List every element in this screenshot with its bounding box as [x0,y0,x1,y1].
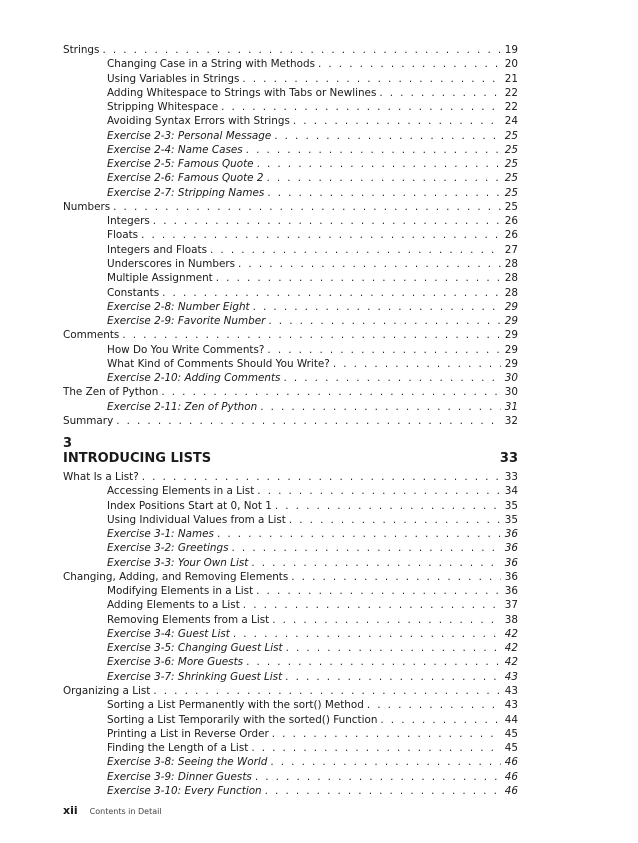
toc-section-entry[interactable] [63,470,518,484]
toc-entry-title: How Do You Write Comments? [107,343,265,356]
toc-subsection-entry[interactable] [63,698,518,712]
toc-exercise-entry[interactable] [63,541,518,555]
toc-leader-dots [162,286,501,300]
toc-subsection-entry[interactable] [63,72,518,86]
toc-entry-page: 42 [504,656,518,669]
toc-entry-page: 28 [504,257,518,270]
toc-subsection-entry[interactable] [63,271,518,285]
toc-subsection-entry[interactable] [63,343,518,357]
toc-entry-title: Finding the Length of a List [107,742,249,755]
toc-entry-page: 38 [504,613,518,626]
toc-leader-dots [270,755,501,769]
toc-entry-page: 33 [504,471,518,483]
toc-entry-page: 25 [504,158,518,171]
toc-subsection-entry[interactable] [63,228,518,242]
toc-entry-page: 36 [504,542,518,555]
toc-entry-page: 30 [504,386,518,399]
toc-entry-title: Index Positions Start at 0, Not 1 [107,499,272,512]
toc-entry-title: Exercise 3-8: Seeing the World [107,756,268,769]
toc-leader-dots [267,343,501,357]
toc-leader-dots [283,371,501,385]
toc-leader-dots [122,328,501,342]
page-footer [63,805,162,818]
toc-exercise-entry[interactable] [63,755,518,769]
toc-leader-dots [116,414,501,428]
toc-entry-title: Exercise 3-3: Your Own List [107,556,249,569]
toc-entry-page: 22 [504,86,518,99]
toc-entry-page: 36 [504,556,518,569]
toc-entry-page: 22 [504,101,518,114]
toc-subsection-entry[interactable] [63,100,518,114]
toc-entry-page: 25 [504,186,518,199]
toc-entry-page: 46 [504,770,518,783]
toc-leader-dots [238,257,501,271]
toc-exercise-entry[interactable] [63,527,518,541]
toc-entry-title: Strings [63,44,100,56]
toc-entry-page: 29 [504,329,518,342]
toc-leader-dots [333,357,501,371]
footer-running-title: Contents in Detail [89,807,162,816]
toc-entry-page: 43 [504,699,518,712]
toc-leader-dots [285,670,501,684]
toc-entry-title: Changing, Adding, and Removing Elements [63,570,289,583]
toc-exercise-entry[interactable] [63,143,518,157]
toc-entry-title: Organizing a List [63,684,151,697]
toc-entry-page: 37 [504,599,518,612]
toc-exercise-entry[interactable] [63,300,518,314]
toc-entry-title: Printing a List in Reverse Order [107,727,269,740]
toc-entry-title: Sorting a List Permanently with the sort() Method [107,699,364,712]
toc-entry-title: Stripping Whitespace [107,101,219,114]
toc-leader-dots [253,300,501,314]
toc-entry-title: Using Individual Values from a List [107,513,286,526]
toc-exercise-entry[interactable] [63,641,518,655]
toc-leader-dots [102,43,501,57]
chapter-number: 3 [63,436,73,451]
toc-entry-page: 46 [504,756,518,769]
toc-leader-dots [289,513,501,527]
toc-leader-dots [274,129,501,143]
toc-exercise-entry[interactable] [63,784,518,798]
toc-entry-page: 20 [504,58,518,71]
toc-leader-dots [291,570,501,584]
toc-subsection-entry[interactable] [63,57,518,71]
toc-section-entry[interactable] [63,385,518,399]
toc-leader-dots [286,641,501,655]
toc-leader-dots [210,243,501,257]
toc-leader-dots [293,114,501,128]
toc-leader-dots [367,698,501,712]
toc-subsection-entry[interactable] [63,214,518,228]
toc-subsection-entry[interactable] [63,114,518,128]
toc-entry-page: 44 [504,713,518,726]
toc-entry-page: 29 [504,357,518,370]
toc-section-entry[interactable] [63,43,518,57]
toc-entry-title: Integers [107,215,150,228]
toc-entry-page: 28 [504,272,518,285]
toc-subsection-entry[interactable] [63,243,518,257]
toc-entry-title: Removing Elements from a List [107,613,270,626]
toc-leader-dots [142,470,501,484]
toc-section-top [63,43,518,428]
toc-leader-dots [275,499,501,513]
toc-entry-title: Exercise 3-9: Dinner Guests [107,770,252,783]
toc-leader-dots [161,385,501,399]
toc-entry-title: Exercise 2-11: Zen of Python [107,400,258,413]
toc-entry-title: Exercise 2-9: Favorite Number [107,315,266,328]
toc-entry-title: Exercise 2-4: Name Cases [107,143,243,156]
toc-entry-page: 30 [504,372,518,385]
toc-entry-page: 43 [504,684,518,697]
toc-entry-page: 25 [504,172,518,185]
toc-leader-dots [251,741,501,755]
toc-leader-dots [256,584,501,598]
toc-entry-title: Exercise 2-6: Famous Quote 2 [107,172,264,185]
toc-subsection-entry[interactable] [63,357,518,371]
toc-leader-dots [257,157,501,171]
toc-entry-page: 19 [504,44,518,56]
toc-subsection-entry[interactable] [63,484,518,498]
toc-entry-page: 45 [504,742,518,755]
toc-entry-title: Exercise 2-3: Personal Message [107,129,272,142]
toc-entry-title: Underscores in Numbers [107,257,236,270]
toc-exercise-entry[interactable] [63,400,518,414]
toc-leader-dots [246,143,501,157]
toc-exercise-entry[interactable] [63,770,518,784]
toc-leader-dots [260,400,501,414]
toc-leader-dots [221,100,501,114]
toc-entry-title: Accessing Elements in a List [107,485,255,498]
toc-subsection-entry[interactable] [63,286,518,300]
toc-entry-page: 25 [504,143,518,156]
toc-entry-page: 29 [504,300,518,313]
toc-entry-page: 45 [504,727,518,740]
toc-leader-dots [251,556,501,570]
toc-entry-title: What Is a List? [63,471,139,483]
toc-entry-title: The Zen of Python [63,386,159,399]
toc-leader-dots [216,271,501,285]
toc-entry-page: 25 [504,129,518,142]
toc-entry-title: Adding Whitespace to Strings with Tabs or Newlines [107,86,377,99]
toc-entry-title: Exercise 3-2: Greetings [107,542,229,555]
toc-entry-title: Exercise 3-5: Changing Guest List [107,642,283,655]
toc-section-entry[interactable] [63,414,518,428]
toc-entry-page: 31 [504,400,518,413]
toc-leader-dots [267,171,502,185]
toc-subsection-entry[interactable] [63,727,518,741]
toc-leader-dots [141,228,501,242]
toc-entry-page: 34 [504,485,518,498]
footer-page-number: xii [63,804,78,817]
toc-leader-dots [242,72,501,86]
toc-subsection-entry[interactable] [63,584,518,598]
toc-leader-dots [257,484,501,498]
toc-entry-title: Integers and Floats [107,243,208,256]
toc-section-entry[interactable] [63,684,518,698]
toc-entry-title: Changing Case in a String with Methods [107,58,315,71]
toc-subsection-entry[interactable] [63,513,518,527]
toc-entry-page: 43 [504,670,518,683]
toc-subsection-entry[interactable] [63,598,518,612]
toc-leader-dots [272,727,501,741]
toc-leader-dots [246,655,501,669]
toc-exercise-entry[interactable] [63,655,518,669]
toc-entry-title: Constants [107,286,160,299]
toc-exercise-entry[interactable] [63,627,518,641]
toc-entry-page: 35 [504,513,518,526]
toc-entry-page: 36 [504,570,518,583]
toc-section-bottom [63,470,518,798]
toc-leader-dots [113,200,501,214]
toc-entry-page: 32 [504,414,518,427]
chapter-title: INTRODUCING LISTS [63,451,212,466]
toc-entry-title: Exercise 2-5: Famous Quote [107,158,254,171]
toc-exercise-entry[interactable] [63,556,518,570]
toc-entry-page: 27 [504,243,518,256]
toc-leader-dots [255,770,501,784]
toc-subsection-entry[interactable] [63,713,518,727]
toc-exercise-entry[interactable] [63,129,518,143]
toc-entry-title: Adding Elements to a List [107,599,240,612]
toc-entry-page: 35 [504,499,518,512]
toc-leader-dots [272,613,501,627]
toc-entry-title: Exercise 2-8: Number Eight [107,300,250,313]
toc-leader-dots [318,57,501,71]
toc-entry-title: Exercise 3-6: More Guests [107,656,244,669]
toc-entry-title: What Kind of Comments Should You Write? [107,357,330,370]
toc-entry-title: Exercise 3-4: Guest List [107,627,230,640]
toc-entry-title: Using Variables in Strings [107,72,240,85]
toc-entry-page: 29 [504,315,518,328]
toc-exercise-entry[interactable] [63,171,518,185]
toc-leader-dots [153,214,501,228]
chapter-page: 33 [499,451,518,466]
toc-entry-page: 46 [504,784,518,797]
toc-exercise-entry[interactable] [63,670,518,684]
toc-entry-page: 26 [504,229,518,242]
toc-leader-dots [380,713,501,727]
toc-entry-title: Summary [63,414,114,427]
toc-entry-title: Exercise 2-10: Adding Comments [107,372,281,385]
toc-leader-dots [267,186,501,200]
toc-entry-title: Numbers [63,200,111,213]
toc-entry-title: Floats [107,229,139,242]
toc-leader-dots [379,86,501,100]
toc-entry-title: Comments [63,329,120,342]
toc-entry-page: 42 [504,627,518,640]
toc-section-entry[interactable] [63,328,518,342]
toc-exercise-entry[interactable] [63,371,518,385]
toc-subsection-entry[interactable] [63,257,518,271]
toc-entry-title: Exercise 2-7: Stripping Names [107,186,265,199]
toc-section-entry[interactable] [63,570,518,584]
toc-exercise-entry[interactable] [63,157,518,171]
toc-leader-dots [233,627,501,641]
toc-entry-title: Modifying Elements in a List [107,585,254,598]
toc-subsection-entry[interactable] [63,613,518,627]
toc-leader-dots [268,314,501,328]
toc-subsection-entry[interactable] [63,86,518,100]
toc-entry-page: 26 [504,215,518,228]
toc-entry-title: Exercise 3-10: Every Function [107,784,262,797]
toc-leader-dots [217,527,501,541]
toc-entry-page: 29 [504,343,518,356]
toc-subsection-entry[interactable] [63,741,518,755]
toc-leader-dots [243,598,501,612]
toc-entry-title: Exercise 3-7: Shrinking Guest List [107,670,283,683]
toc-entry-title: Sorting a List Temporarily with the sorted() Function [107,713,378,726]
toc-section-entry[interactable] [63,200,518,214]
toc-entry-title: Avoiding Syntax Errors with Strings [107,115,290,128]
toc-entry-title: Exercise 3-1: Names [107,528,214,541]
toc-leader-dots [232,541,501,555]
toc-entry-page: 25 [504,200,518,213]
toc-entry-page: 42 [504,642,518,655]
toc-entry-page: 36 [504,585,518,598]
toc-leader-dots [265,784,501,798]
toc-entry-page: 24 [504,115,518,128]
chapter-heading [63,451,518,466]
toc-entry-page: 28 [504,286,518,299]
toc-exercise-entry[interactable] [63,186,518,200]
toc-subsection-entry[interactable] [63,499,518,513]
toc-leader-dots [153,684,501,698]
toc-entry-page: 36 [504,528,518,541]
toc-entry-title: Multiple Assignment [107,272,213,285]
toc-entry-page: 21 [504,72,518,85]
toc-exercise-entry[interactable] [63,314,518,328]
